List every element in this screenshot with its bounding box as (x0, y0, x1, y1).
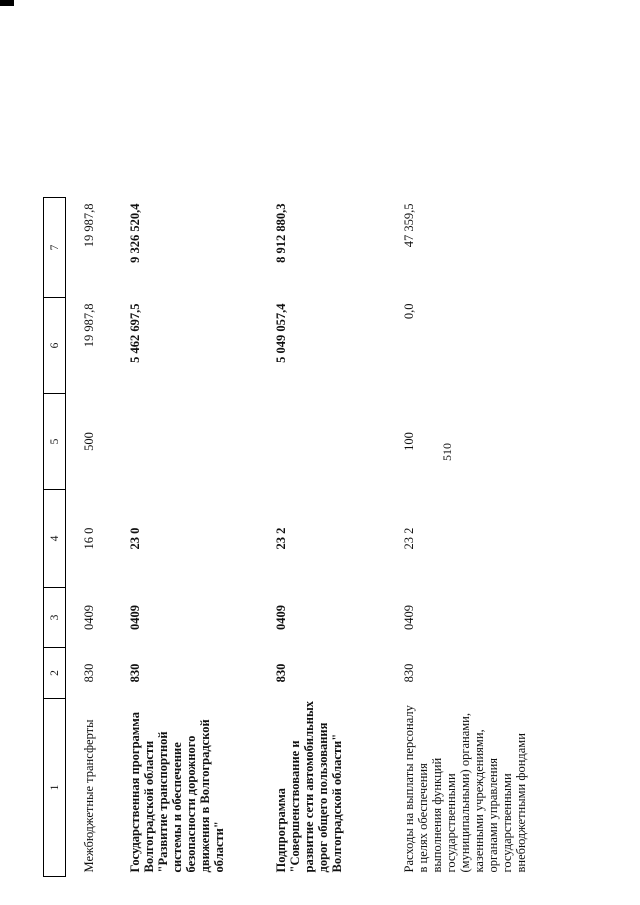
table-row (386, 198, 542, 877)
row-name-text: Межбюджетные трансферты (82, 719, 96, 873)
header-col-1: 1 (44, 699, 66, 877)
table-header-row (44, 198, 66, 877)
budget-table (43, 197, 542, 877)
cell-col-4: 23 2 (274, 527, 288, 550)
row-name (66, 699, 113, 877)
cell-col-6: 5 049 057,4 (274, 303, 288, 363)
row-name (258, 699, 386, 877)
cell-col-7: 9 326 520,4 (128, 203, 142, 263)
row-name-text: Подпрограмма "Совершенствование и развитие сети автомобильных дорог общего пользования Волгоградской области" (274, 701, 344, 873)
cell-col-6: 19 987,8 (82, 303, 96, 348)
cell-col-3: 0409 (82, 605, 96, 630)
cell-col-6: 5 462 697,5 (128, 303, 142, 363)
cell-col-2: 830 (274, 663, 288, 683)
cell-col-5: 100 (402, 432, 416, 451)
cell-col-4: 23 2 (402, 527, 416, 550)
header-col-7: 7 (44, 198, 66, 298)
header-col-4: 4 (44, 490, 66, 588)
cell-col-3: 0409 (128, 605, 142, 630)
page-number: 510 (440, 443, 454, 461)
header-col-6: 6 (44, 298, 66, 394)
row-name (386, 699, 542, 877)
cell-col-7: 47 359,5 (402, 203, 416, 248)
header-col-5: 5 (44, 394, 66, 490)
cell-col-2: 830 (402, 663, 416, 683)
cell-col-5 (258, 394, 386, 490)
cell-col-5: 500 (82, 432, 96, 451)
row-name (112, 699, 258, 877)
table-row (258, 198, 386, 877)
cell-col-6: 0,0 (402, 303, 416, 320)
cell-col-4: 23 0 (128, 527, 142, 550)
cell-col-2: 830 (82, 663, 96, 683)
cell-col-3: 0409 (274, 605, 288, 630)
cell-col-4: 16 0 (82, 527, 96, 550)
cell-col-7: 19 987,8 (82, 203, 96, 248)
row-name-text: Расходы на выплаты персоналу в целях обеспечения выполнения функций государственными (муниципальными) органами, казенными учреждениями, органами управления государственными внебюджетными фондами (402, 705, 528, 873)
row-name-text: Государственная программа Волгоградской области "Развитие транспортной системы и обеспечение безопасности дорожного движения в Волгоградской области" (128, 712, 226, 873)
cell-col-5 (112, 394, 258, 490)
table-row (112, 198, 258, 877)
cell-col-2: 830 (128, 663, 142, 683)
header-col-2: 2 (44, 648, 66, 699)
cell-col-7: 8 912 880,3 (274, 203, 288, 263)
header-col-3: 3 (44, 588, 66, 648)
cell-col-3: 0409 (402, 605, 416, 630)
table-row (66, 198, 113, 877)
